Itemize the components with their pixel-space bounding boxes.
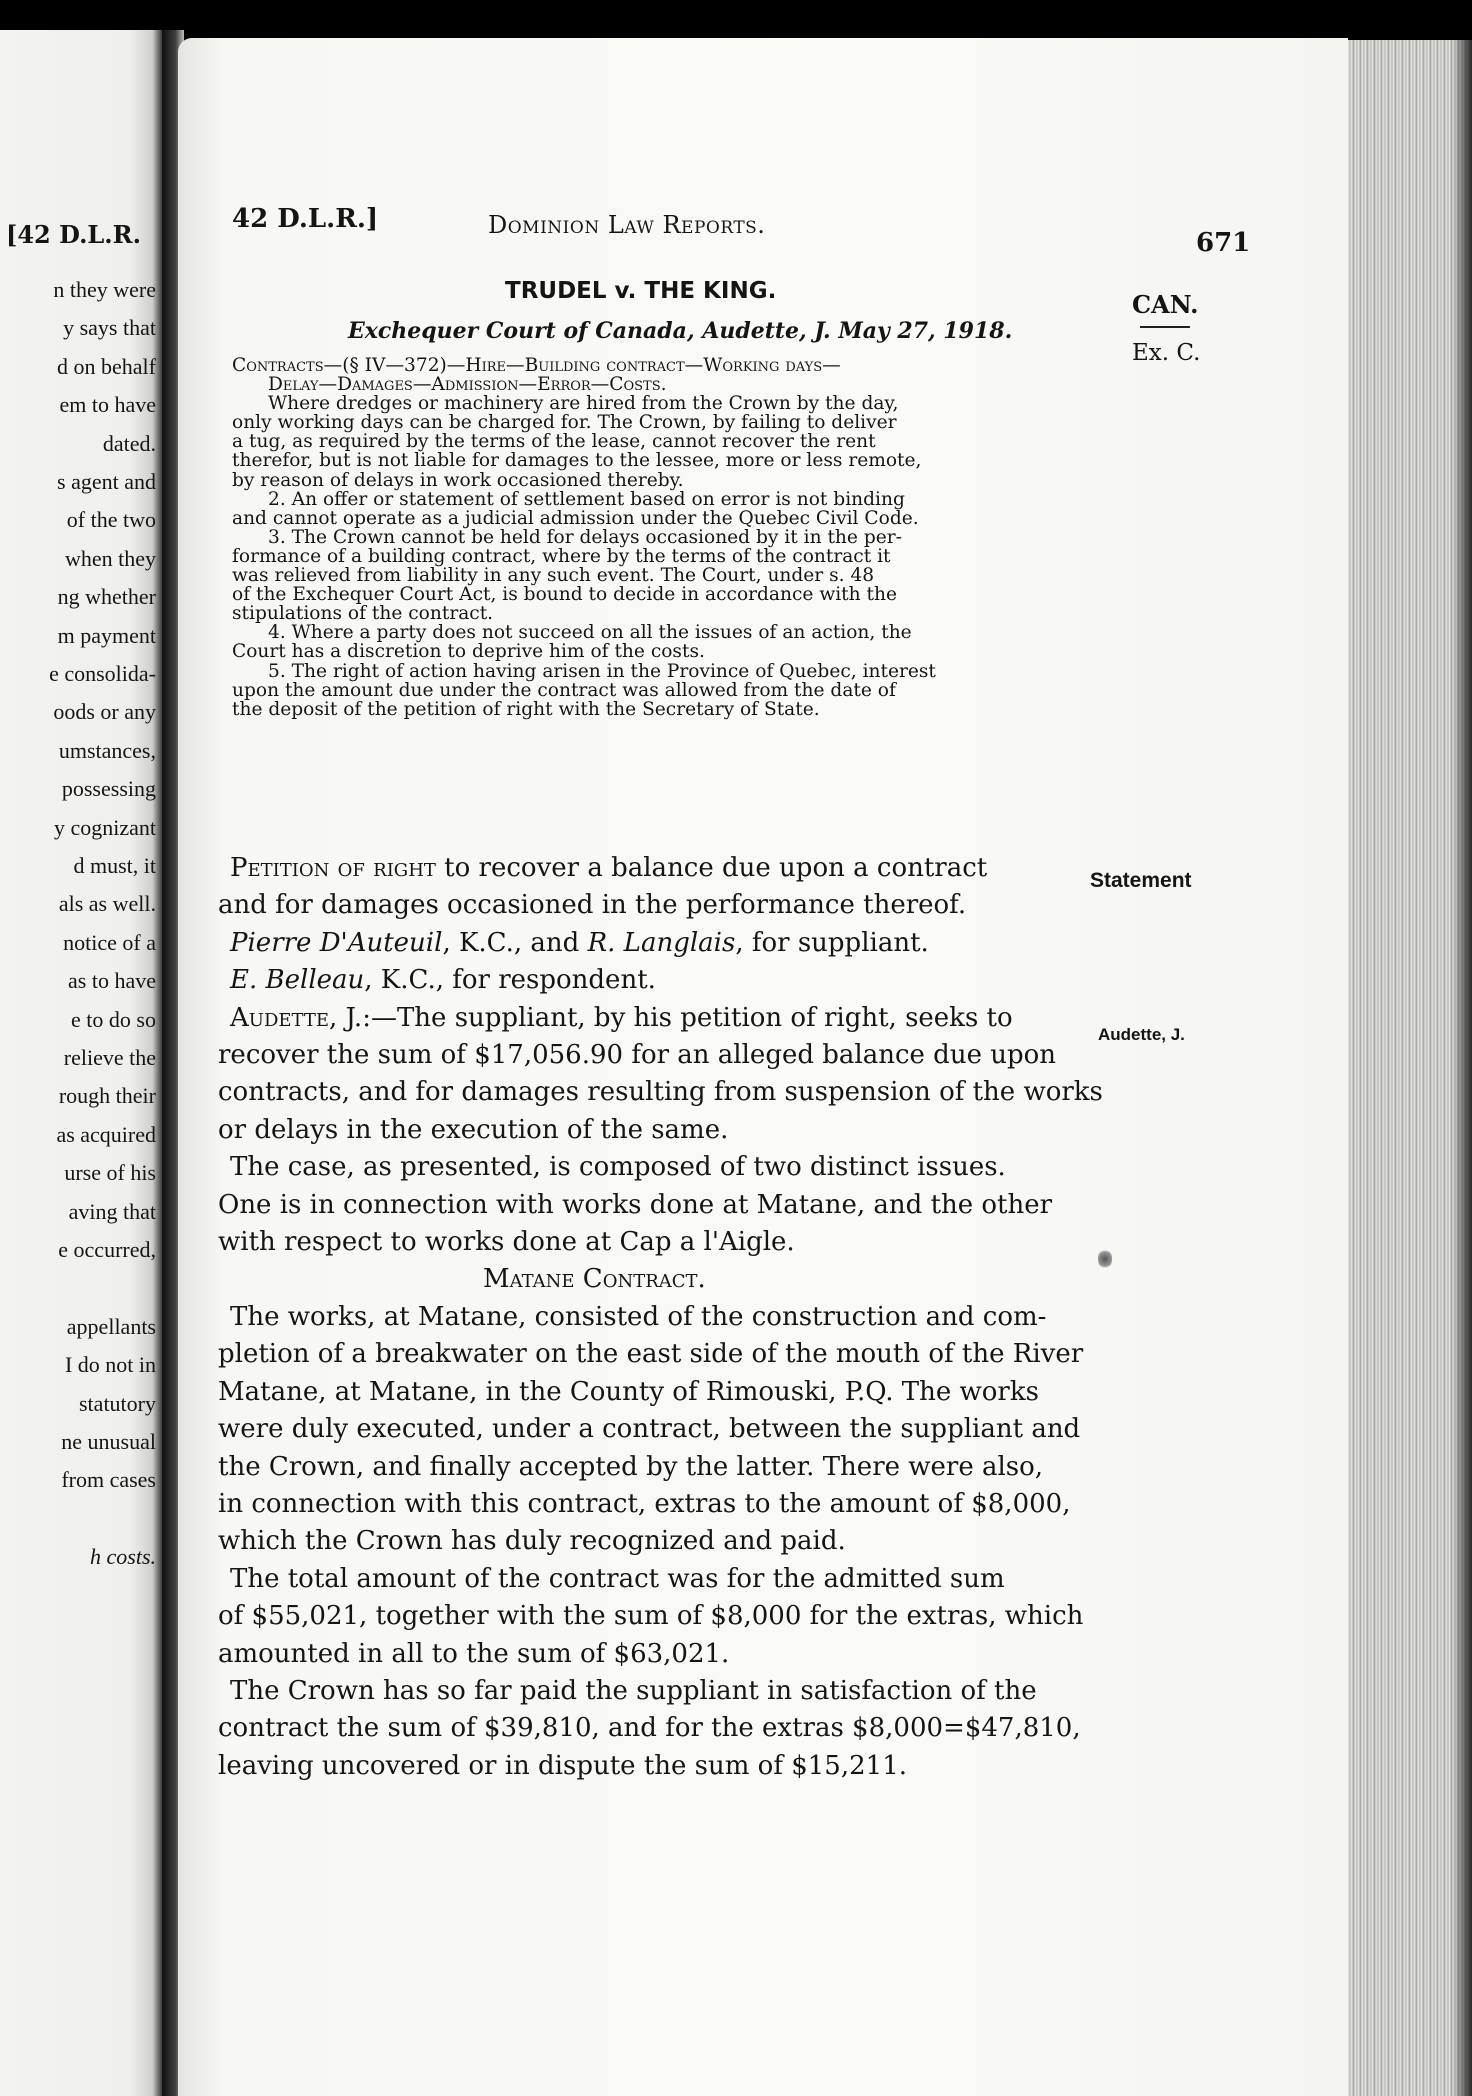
- body-line: with respect to works done at Cap a l'Aigle.: [218, 1227, 795, 1258]
- statement-side-label: Statement: [1090, 869, 1192, 892]
- body-line: contract the sum of $39,810, and for the extras $8,000=$47,810,: [218, 1713, 1081, 1744]
- judgment-opening: [218, 1000, 1060, 1037]
- petition-line-2: and for damages occasioned in the performance thereof.: [218, 890, 967, 921]
- body-line: One is in connection with works done at Matane, and the other: [218, 1189, 1053, 1220]
- left-page-line: dated.: [102, 430, 156, 456]
- left-page-line: aving that: [68, 1198, 156, 1224]
- left-page-line: e to do so: [71, 1006, 156, 1032]
- left-page-line: em to have: [59, 392, 156, 418]
- left-facing-page: [0, 30, 162, 2096]
- left-page-line: oods or any: [53, 699, 156, 725]
- body-line: The Crown has so far paid the suppliant in satisfaction of the: [230, 1675, 1037, 1706]
- left-page-line: possessing: [61, 776, 156, 802]
- volume-reference: 42 D.L.R.]: [232, 204, 379, 234]
- left-running-head: [42 D.L.R.: [6, 220, 141, 249]
- counsel-text: , K.C., and: [442, 927, 588, 958]
- headnote-line: and cannot operate as a judicial admission under the Quebec Civil Code.: [232, 507, 919, 529]
- left-page-line: y says that: [63, 315, 156, 341]
- judge-side-label: Audette, J.: [1098, 1025, 1185, 1044]
- judge-name: Audette, J.: [230, 1002, 363, 1033]
- headnote-line: 3. The Crown cannot be held for delays occasioned by it in the per-: [268, 526, 902, 548]
- left-page-line: als as well.: [58, 891, 156, 917]
- paragraph-4: [218, 1561, 1084, 1673]
- left-page-line: e consolida-: [49, 661, 156, 686]
- left-page-line: of the two: [66, 507, 156, 533]
- paragraph-5: [218, 1673, 1081, 1785]
- counsel-text: , for suppliant.: [735, 927, 929, 958]
- headnote-line: the deposit of the petition of right with the Secretary of State.: [232, 698, 820, 720]
- body-line: leaving uncovered or in dispute the sum of $15,211.: [218, 1750, 907, 1781]
- petition-lead: Petition of right: [230, 853, 436, 883]
- headnote-body: [232, 394, 1070, 719]
- paragraph-2: [218, 1149, 1060, 1261]
- counsel-name: E. Belleau: [230, 965, 365, 996]
- petition-rest: to recover a balance due upon a contract: [435, 853, 988, 883]
- body-line: The works, at Matane, consisted of the construction and com-: [230, 1301, 1047, 1332]
- body-line: were duly executed, under a contract, between the suppliant and: [218, 1414, 1081, 1445]
- counsel-line-1: [218, 925, 1060, 962]
- court-abbrev-label: Ex. C.: [1132, 340, 1201, 366]
- left-page-line: relieve the: [63, 1045, 156, 1070]
- paragraph-1: [218, 1037, 1103, 1149]
- body-line: which the Crown has duly recognized and paid.: [218, 1526, 846, 1557]
- headnote-topic-line: Delay—Damages—Admission—Error—Costs.: [268, 374, 667, 396]
- left-page-line: m payment: [57, 622, 156, 648]
- body-line: of $55,021, together with the sum of $8,000 for the extras, which: [218, 1601, 1084, 1632]
- headnote-line: was relieved from liability in any such event. The Court, under s. 48: [232, 565, 875, 587]
- headnote-line: a tug, as required by the terms of the lease, cannot recover the rent: [232, 431, 876, 453]
- left-page-line: n they were: [53, 277, 156, 302]
- body-line: in connection with this contract, extras to the amount of $8,000,: [218, 1488, 1071, 1519]
- left-page-line: d on behalf: [57, 353, 156, 379]
- headnote-line: upon the amount due under the contract was allowed from the date of: [232, 679, 896, 701]
- headnote-line: by reason of delays in work occasioned thereby.: [232, 469, 684, 491]
- headnote: [232, 356, 1070, 719]
- headnote-line: formance of a building contract, where by the terms of the contract it: [232, 545, 891, 567]
- page-edges: [1334, 40, 1472, 2096]
- body-line: The case, as presented, is composed of two distinct issues.: [230, 1152, 1006, 1183]
- judgment-body: [218, 850, 1103, 1785]
- headnote-line: of the Exchequer Court Act, is bound to decide in accordance with the: [232, 584, 897, 606]
- court-line: Exchequer Court of Canada, Audette, J. May 27, 1918.: [348, 318, 1013, 344]
- counsel-line-2: [218, 962, 1060, 999]
- paragraph-3: [218, 1299, 1084, 1561]
- left-page-line: when they: [64, 545, 156, 571]
- left-page-line: I do not in: [64, 1352, 156, 1378]
- body-line: pletion of a breakwater on the east side of the mouth of the River: [218, 1339, 1084, 1370]
- left-page-line: notice of a: [63, 929, 156, 955]
- counsel-name: R. Langlais: [587, 927, 736, 958]
- headnote-line: 4. Where a party does not succeed on all the issues of an action, the: [268, 622, 912, 644]
- running-title: Dominion Law Reports.: [488, 211, 766, 239]
- left-page-line: ng whether: [57, 584, 156, 610]
- ink-blot: [1098, 1248, 1112, 1270]
- headnote-line: stipulations of the contract.: [232, 603, 494, 625]
- body-line: or delays in the execution of the same.: [218, 1114, 729, 1145]
- left-page-line: statutory: [79, 1390, 156, 1416]
- headnote-line: therefor, but is not liable for damages to the lessee, more or less remote,: [232, 450, 922, 472]
- body-line: contracts, and for damages resulting from suspension of the works: [218, 1077, 1103, 1108]
- left-page-line: d must, it: [73, 853, 156, 878]
- left-page-line: from cases: [61, 1467, 156, 1493]
- counsel-text: , K.C., for respondent.: [364, 965, 656, 996]
- left-page-line: e occurred,: [58, 1237, 156, 1262]
- page-number: 671: [1196, 228, 1251, 258]
- section-heading: Matane Contract.: [483, 1264, 706, 1295]
- left-page-line: urse of his: [64, 1160, 156, 1186]
- left-page-line: umstances,: [58, 737, 156, 763]
- headnote-line: Where dredges or machinery are hired from the Crown by the day,: [268, 393, 899, 415]
- body-line: The total amount of the contract was for the admitted sum: [230, 1563, 1005, 1594]
- headnote-topic-line: Contracts—(§ IV—372)—Hire—Building contract—Working days—: [232, 355, 841, 376]
- body-line: the Crown, and finally accepted by the latter. There were also,: [218, 1451, 1044, 1482]
- left-page-line: as acquired: [56, 1121, 156, 1147]
- body-line: amounted in all to the sum of $63,021.: [218, 1638, 730, 1669]
- body-line: Matane, at Matane, in the County of Rimouski, P.Q. The works: [218, 1376, 1039, 1407]
- left-page-line: as to have: [68, 968, 156, 994]
- left-page-line: h costs.: [90, 1544, 156, 1570]
- headnote-line: Court has a discretion to deprive him of the costs.: [232, 641, 705, 663]
- left-page-line: s agent and: [57, 469, 156, 494]
- judgment-text: :—The suppliant, by his petition of right, seeks to: [362, 1002, 1013, 1033]
- left-page-line: ne unusual: [61, 1429, 156, 1454]
- headnote-line: 5. The right of action having arisen in the Province of Quebec, interest: [268, 660, 936, 682]
- jurisdiction-label: CAN.: [1132, 290, 1199, 319]
- body-line: recover the sum of $17,056.90 for an alleged balance due upon: [218, 1040, 1057, 1071]
- petition-line: [218, 850, 1060, 887]
- left-page-line: y cognizant: [53, 814, 156, 840]
- left-page-line: appellants: [66, 1313, 156, 1339]
- headnote-line: only working days can be charged for. The Crown, by failing to deliver: [232, 412, 897, 434]
- counsel-name: Pierre D'Auteuil: [230, 927, 443, 958]
- side-rule: [1140, 326, 1190, 328]
- left-page-line: rough their: [58, 1083, 156, 1109]
- case-title: TRUDEL v. THE KING.: [505, 278, 777, 304]
- headnote-line: 2. An offer or statement of settlement based on error is not binding: [268, 488, 905, 510]
